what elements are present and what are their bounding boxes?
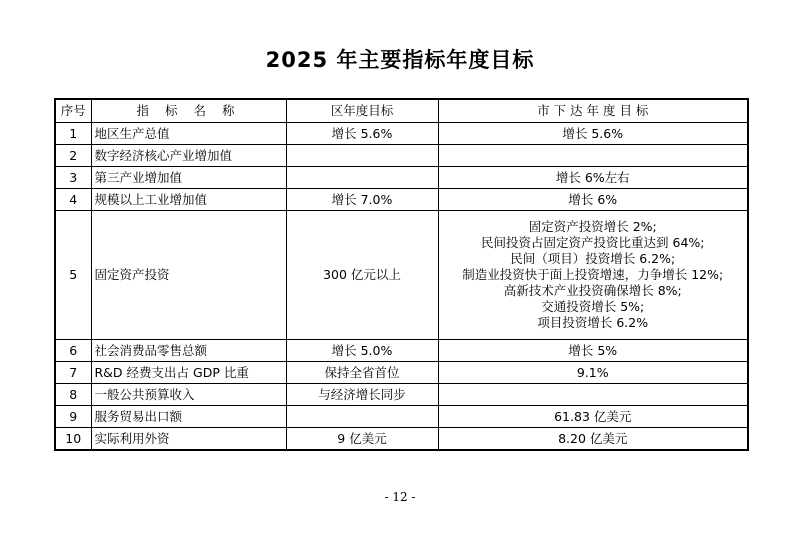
cell-indicator-name: 服务贸易出口额 (91, 406, 286, 428)
cell-city-target (438, 123, 748, 145)
column-header-city: 市 下 达 年 度 目 标 (438, 99, 748, 123)
column-header-no: 序号 (55, 99, 91, 123)
cell-no: 6 (55, 340, 91, 362)
table-row (55, 145, 748, 167)
city-target-line: 制造业投资快于面上投资增速，力争增长 12%; (462, 267, 724, 282)
cell-indicator-name: R&D 经费支出占 GDP 比重 (91, 362, 286, 384)
city-target-line: 民间投资占固定资产投资比重达到 64%; (481, 235, 705, 250)
cell-no: 3 (55, 167, 91, 189)
table-row (55, 384, 748, 406)
cell-district-target: 增长 7.0% (286, 189, 438, 211)
cell-indicator-name: 地区生产总值 (91, 123, 286, 145)
cell-no: 9 (55, 406, 91, 428)
cell-indicator-name: 实际利用外资 (91, 428, 286, 451)
city-target-line: 高新技术产业投资确保增长 8%; (503, 283, 682, 298)
cell-city-target (438, 211, 748, 340)
cell-city-target (438, 167, 748, 189)
cell-no: 1 (55, 123, 91, 145)
table-row (55, 406, 748, 428)
cell-city-target (438, 145, 748, 167)
city-target-line: 8.20 亿美元 (558, 430, 628, 446)
table-row (55, 211, 748, 340)
targets-table (54, 98, 749, 451)
city-target-line: 固定资产投资增长 2%; (528, 219, 657, 234)
cell-district-target: 与经济增长同步 (286, 384, 438, 406)
cell-indicator-name: 一般公共预算收入 (91, 384, 286, 406)
cell-indicator-name: 社会消费品零售总额 (91, 340, 286, 362)
cell-district-target: 300 亿元以上 (286, 211, 438, 340)
cell-no: 5 (55, 211, 91, 340)
cell-city-target (438, 362, 748, 384)
table-header-row (55, 99, 748, 123)
cell-indicator-name: 第三产业增加值 (91, 167, 286, 189)
table-body (55, 123, 748, 451)
cell-city-target (438, 340, 748, 362)
cell-indicator-name: 规模以上工业增加值 (91, 189, 286, 211)
cell-district-target: 增长 5.6% (286, 123, 438, 145)
cell-no: 10 (55, 428, 91, 451)
cell-district-target (286, 145, 438, 167)
page-number: - 12 - (384, 490, 416, 504)
cell-no: 8 (55, 384, 91, 406)
cell-district-target: 增长 5.0% (286, 340, 438, 362)
city-target-line: 民间（项目）投资增长 6.2%; (510, 251, 676, 266)
cell-city-target (438, 406, 748, 428)
table-row (55, 123, 748, 145)
table-row (55, 167, 748, 189)
cell-indicator-name: 数字经济核心产业增加值 (91, 145, 286, 167)
table-row (55, 340, 748, 362)
city-target-line: 项目投资增长 6.2% (537, 315, 649, 330)
city-target-line: 9.1% (576, 364, 609, 380)
cell-district-target (286, 406, 438, 428)
cell-district-target: 9 亿美元 (286, 428, 438, 451)
cell-no: 2 (55, 145, 91, 167)
table-row (55, 362, 748, 384)
cell-no: 7 (55, 362, 91, 384)
city-target-line: 增长 5.6% (562, 125, 624, 141)
cell-city-target (438, 189, 748, 211)
city-target-line: 交通投资增长 5%; (541, 299, 645, 314)
column-header-district: 区年度目标 (286, 99, 438, 123)
table-row (55, 189, 748, 211)
city-target-line: 增长 5% (568, 342, 618, 358)
cell-city-target (438, 428, 748, 451)
cell-city-target (438, 384, 748, 406)
city-target-line: 增长 6% (568, 191, 618, 207)
column-header-name: 指 标 名 称 (91, 99, 286, 123)
cell-no: 4 (55, 189, 91, 211)
city-target-line: 61.83 亿美元 (554, 408, 632, 424)
document-title: 2025 年主要指标年度目标 (265, 48, 535, 72)
cell-indicator-name: 固定资产投资 (91, 211, 286, 340)
cell-district-target: 保持全省首位 (286, 362, 438, 384)
table-row (55, 428, 748, 451)
cell-district-target (286, 167, 438, 189)
city-target-line: 增长 6%左右 (555, 169, 630, 185)
